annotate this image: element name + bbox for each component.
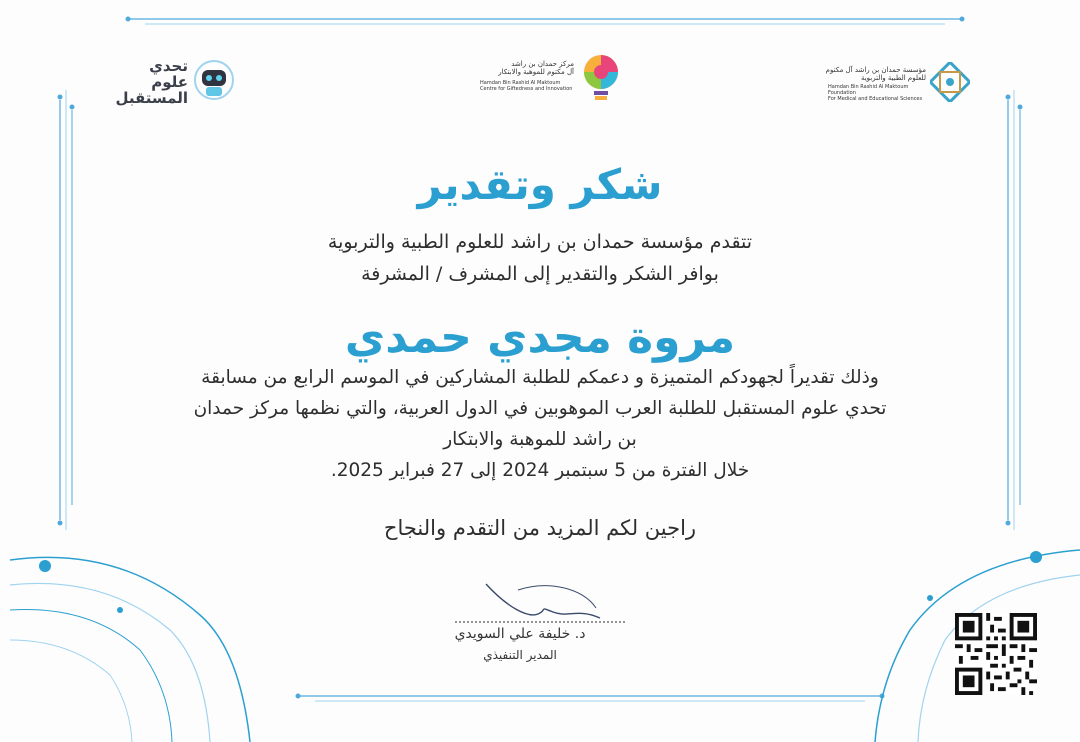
certificate-title: شكر وتقدير bbox=[417, 160, 663, 209]
body-line: وذلك تقديراً لجهودكم المتميزة و دعمكم للطلبة المشاركين في الموسم الرابع من مسابقة bbox=[201, 367, 879, 388]
future-sciences-logo-text bbox=[108, 58, 188, 106]
logo-line: للعلوم الطبية والتربوية bbox=[860, 74, 926, 82]
intro-line: تتقدم مؤسسة حمدان بن راشد للعلوم الطبية والتربوية bbox=[327, 231, 753, 253]
logo-line: مركز حمدان بن راشد bbox=[511, 60, 574, 68]
signatory-title: المدير التنفيذي bbox=[483, 648, 557, 662]
foundation-logo-english bbox=[828, 84, 928, 102]
signature-line bbox=[455, 620, 625, 624]
logo-line: علوم bbox=[151, 73, 188, 91]
robot-icon bbox=[192, 58, 236, 102]
closing-wish: راجين لكم المزيد من التقدم والنجاح bbox=[383, 516, 697, 540]
logo-line: مؤسسة حمدان بن راشد آل مكتوم bbox=[825, 66, 926, 74]
body-line: بن راشد للموهبة والابتكار bbox=[443, 429, 637, 450]
lightbulb-icon bbox=[578, 50, 624, 106]
intro-text bbox=[0, 226, 1080, 290]
intro-line: بوافر الشكر والتقدير إلى المشرف / المشرفة bbox=[361, 263, 719, 285]
period-line: خلال الفترة من 5 سبتمبر 2024 إلى 27 فبراير 2025. bbox=[330, 460, 750, 481]
logo-line: Hamdan Bin Rashid Al Maktoum bbox=[480, 80, 561, 86]
foundation-logo-arabic bbox=[820, 66, 926, 82]
logo-line: Hamdan Bin Rashid Al Maktoum Foundation bbox=[828, 84, 909, 96]
foundation-emblem-icon bbox=[930, 62, 970, 102]
logo-line: Centre for Giftedness and Innovation bbox=[480, 86, 573, 92]
logo-line: المستقبل bbox=[115, 89, 188, 107]
recipient-name: مروة مجدي حمدي bbox=[344, 312, 736, 363]
logo-line: آل مكتوم للموهبة والابتكار bbox=[498, 68, 574, 76]
signatory-name: د. خليفة علي السويدي bbox=[454, 626, 586, 642]
centre-logo-english bbox=[480, 80, 580, 92]
body-line: تحدي علوم المستقبل للطلبة العرب الموهوبين في الدول العربية، والتي نظمها مركز حمدان bbox=[193, 398, 887, 419]
qr-code-icon bbox=[955, 612, 1037, 696]
logo-line: تحدي bbox=[149, 57, 188, 75]
logo-line: For Medical and Educational Sciences bbox=[828, 96, 923, 102]
certificate-body bbox=[190, 362, 890, 486]
centre-logo-arabic bbox=[470, 60, 574, 76]
